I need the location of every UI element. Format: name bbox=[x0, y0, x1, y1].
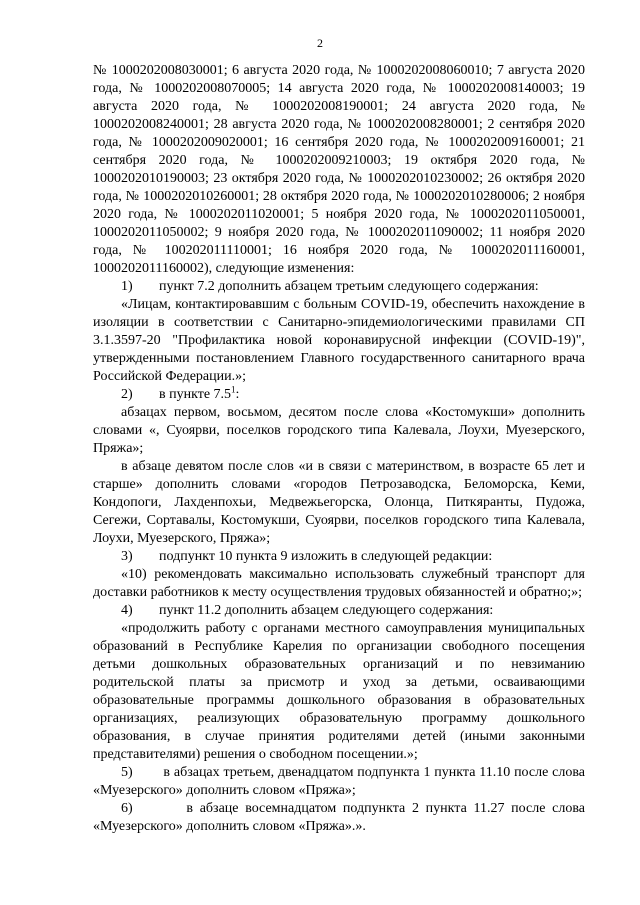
body-paragraph: абзацах первом, восьмом, десятом после слова «Костомукши» дополнить словами «, Суоярви, поселков городского типа Калевала, Лоухи, Муезерского, Пряжа»; bbox=[93, 405, 585, 456]
item-number: 4) bbox=[121, 603, 133, 618]
item-text: в абзаце восемнадцатом подпункта 2 пункта 11.27 после слова «Муезерского» дополнить словом «Пряжа».». bbox=[93, 801, 585, 834]
list-item-4 bbox=[93, 602, 585, 620]
item-number: 6) bbox=[121, 801, 133, 816]
item-text: в абзацах третьем, двенадцатом подпункта 1 пункта 11.10 после слова «Муезерского» дополнить словом «Пряжа»; bbox=[93, 765, 586, 798]
list-item-5 bbox=[93, 764, 585, 800]
list-item-3 bbox=[93, 548, 585, 566]
item-number: 5) bbox=[121, 765, 133, 780]
quote-paragraph: «10) рекомендовать максимально использовать служебный транспорт для доставки работников к месту осуществления трудовых обязанностей и обратно;»; bbox=[93, 567, 585, 600]
item-number: 1) bbox=[121, 279, 133, 294]
item-number: 2) bbox=[121, 387, 133, 402]
quote-paragraph: «продолжить работу с органами местного самоуправления муниципальных образований в Республике Карелия по организации свободного посещения детьми дошкольных образовательных организаций и по невзиманию родительской платы за присмотр и уход за детьми, осваивающими образовательные программы дошкольного образования в образовательных организациях, реализующих образовательную программу дошкольного образования, в случае принятия родителями детей (иными законными представителями) решения о свободном посещении.»; bbox=[93, 621, 585, 762]
item-text-main: в пункте 7.5 bbox=[159, 387, 232, 402]
item-text-end: : bbox=[235, 387, 240, 402]
item-text bbox=[159, 386, 585, 404]
item-text: пункт 11.2 дополнить абзацем следующего содержания: bbox=[159, 603, 494, 618]
list-item-1 bbox=[93, 278, 585, 296]
body-paragraph: в абзаце девятом после слов «и в связи с материнством, в возрасте 65 лет и старше» дополнить словами «городов Петрозаводска, Беломорска, Кеми, Кондопоги, Лахденпохьи, Медвежьегорска, Олонца, Питкяранты, Пудожа, Сегежи, Сортавалы, Костомукши, Суоярви, поселков городского типа Калевала, Лоухи, Муезерского, Пряжа»; bbox=[93, 459, 585, 546]
list-item-2 bbox=[93, 386, 585, 404]
quote-paragraph: «Лицам, контактировавшим с больным COVID-19, обеспечить нахождение в изоляции в соответствии с Санитарно-эпидемиологическими правилами СП 3.1.3597-20 "Профилактика новой коронавирусной инфекции (COVID-19)", утвержденными постановлением Главного государственного санитарного врача Российской Федерации.»; bbox=[93, 297, 585, 384]
document-body bbox=[93, 62, 585, 836]
page-number: 2 bbox=[317, 36, 323, 50]
list-item-6 bbox=[93, 800, 585, 836]
intro-paragraph: № 1000202008030001; 6 августа 2020 года, № 1000202008060010; 7 августа 2020 года, № 1000202008070005; 14 августа 2020 года, № 1000202008140003; 19 августа 2020 года, № 1000202008190001; 24 августа 2020 года, № 1000202008240001; 28 августа 2020 года, № 1000202008280001; 2 сентября 2020 года, № 1000202009020001; 16 сентября 2020 года, № 1000202009160001; 21 сентября 2020 года, № 1000202009210003; 19 октября 2020 года, № 1000202010190003; 23 октября 2020 года, № 1000202010230002; 26 октября 2020 года, № 1000202010260001; 28 октября 2020 года, № 1000202010280006; 2 ноября 2020 года, № 1000202011020001; 5 ноября 2020 года, № 1000202011050001, 1000202011050002; 9 ноября 2020 года, № 1000202011090002; 11 ноября 2020 года, № 100202011110001; 16 ноября 2020 года, № 1000202011160001, 1000202011160002), следующие изменения: bbox=[93, 63, 585, 276]
item-text: подпункт 10 пункта 9 изложить в следующей редакции: bbox=[159, 549, 493, 564]
superscript: 1 bbox=[231, 384, 236, 395]
item-text: пункт 7.2 дополнить абзацем третьим следующего содержания: bbox=[159, 279, 539, 294]
item-number: 3) bbox=[121, 549, 133, 564]
